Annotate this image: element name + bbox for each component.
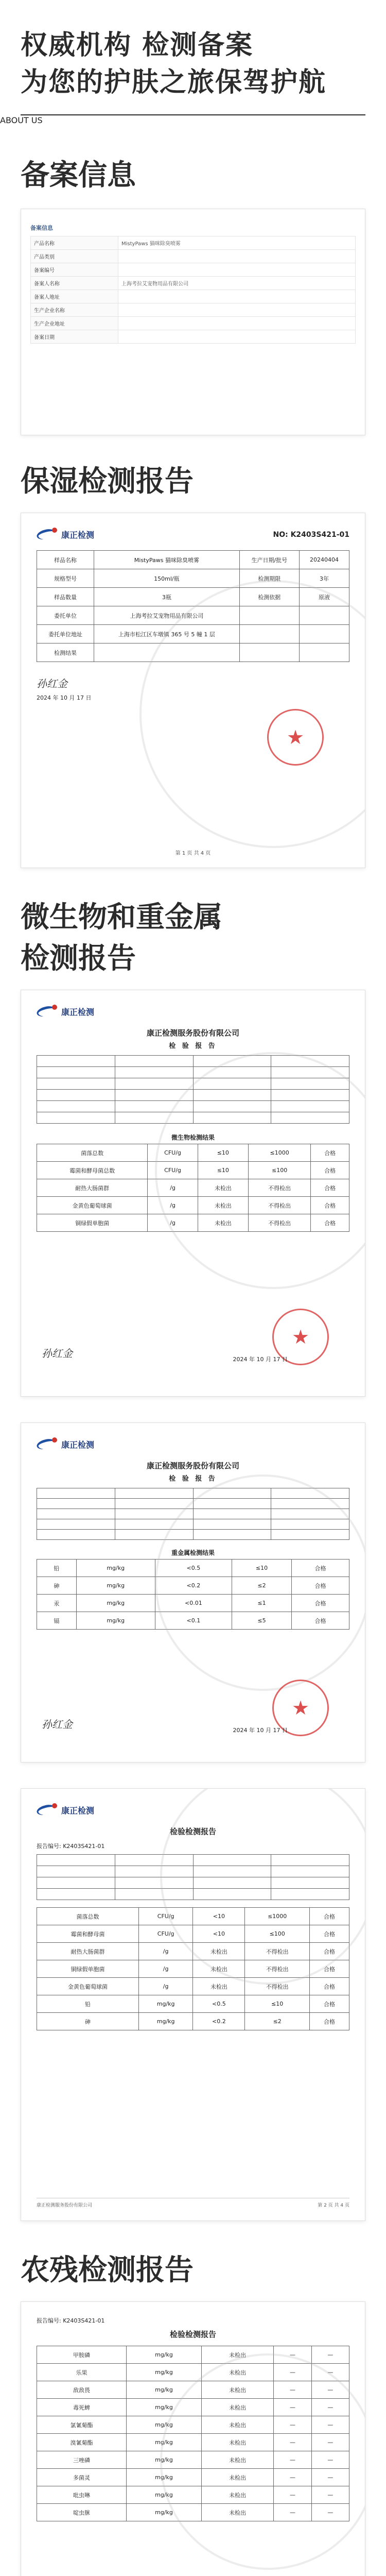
moisture-cell: 原液 — [299, 588, 349, 606]
pesticide-result-cell: — — [311, 2381, 349, 2399]
pesticide-result-cell: 敌敌畏 — [37, 2381, 127, 2399]
pesticide-result-row — [37, 2399, 349, 2416]
report-title: 检 验 报 告 — [169, 1042, 217, 1050]
filing-key: 备案人名称 — [31, 277, 118, 290]
combined-result-cell: ≤2 — [245, 2013, 309, 2030]
moisture-cell: 委托单位地址 — [37, 625, 94, 643]
section-title-filing: 备案信息 — [21, 159, 136, 192]
micro-info-table — [37, 1055, 349, 1124]
moisture-row — [37, 606, 349, 625]
combined-result-cell: 合格 — [309, 1960, 349, 1978]
combined-result-cell: 合格 — [309, 1908, 349, 1925]
section-title-micro-2: 检测报告 — [21, 942, 136, 975]
moisture-cell: 生产日期/批号 — [239, 551, 299, 569]
filing-row — [31, 236, 356, 250]
combined-result-cell: 耐热大肠菌群 — [37, 1943, 139, 1960]
combined-result-cell: 砷 — [37, 2013, 139, 2030]
lab-logo-text: 康正检测 — [61, 1805, 95, 1816]
results-header: 微生物检测结果 — [171, 1134, 215, 1141]
combined-result-cell: mg/kg — [139, 2013, 193, 2030]
micro-result-cell: 菌落总数 — [37, 1144, 148, 1162]
lab-logo-icon — [37, 1437, 57, 1451]
micro-result-cell: CFU/g — [148, 1144, 198, 1162]
lab-logo-icon — [37, 1803, 57, 1817]
heavy-result-cell: mg/kg — [76, 1577, 155, 1595]
heavy-info-table — [37, 1488, 349, 1540]
micro-report-card-3 — [21, 1788, 365, 2221]
pesticide-result-cell: — — [274, 2416, 311, 2434]
pesticide-result-cell: 毒死蜱 — [37, 2399, 127, 2416]
heavy-result-cell: <0.1 — [155, 1612, 232, 1630]
combined-result-cell: 金黄色葡萄球菌 — [37, 1978, 139, 1995]
pesticide-result-cell: 未检出 — [201, 2399, 273, 2416]
filing-value — [118, 317, 356, 330]
filing-value — [118, 303, 356, 317]
lab-footer — [37, 2198, 349, 2208]
combined-result-cell: /g — [139, 1960, 193, 1978]
signature-block — [42, 1716, 73, 1731]
filing-card-head: 备案信息 — [30, 225, 53, 231]
micro-result-cell: /g — [148, 1179, 198, 1197]
heavy-result-cell: 合格 — [291, 1595, 349, 1612]
pesticide-result-cell: mg/kg — [127, 2504, 202, 2521]
pesticide-result-cell: — — [274, 2364, 311, 2381]
lab-logo-text: 康正检测 — [61, 1439, 95, 1450]
combined-result-cell: 铜绿假单胞菌 — [37, 1960, 139, 1978]
hero-line-1: 权威机构 检测备案 — [21, 30, 254, 61]
combined-result-cell: mg/kg — [139, 1995, 193, 2013]
micro-result-cell: 霉菌和酵母菌总数 — [37, 1162, 148, 1179]
filing-row — [31, 250, 356, 263]
combined-result-cell: /g — [139, 1978, 193, 1995]
micro-result-cell: ≤100 — [248, 1162, 311, 1179]
micro-result-cell: 铜绿假单胞菌 — [37, 1214, 148, 1232]
hero-divider — [21, 114, 365, 115]
filing-row — [31, 263, 356, 277]
pesticide-result-cell: mg/kg — [127, 2434, 202, 2451]
hero-line-2: 为您的护肤之旅保驾护航 — [21, 67, 327, 98]
pesticide-result-cell: — — [274, 2451, 311, 2469]
heavy-result-row — [37, 1612, 349, 1630]
micro-result-cell: 合格 — [311, 1162, 349, 1179]
combined-result-cell: 不得检出 — [245, 1943, 309, 1960]
official-stamp — [267, 709, 324, 766]
pesticide-result-cell: mg/kg — [127, 2416, 202, 2434]
sample-info-table — [37, 1854, 349, 1900]
moisture-cell: 上海市松江区车墩镇 365 号 5 幢 1 层 — [94, 625, 240, 643]
moisture-cell: 规格型号 — [37, 569, 94, 588]
moisture-cell: 检测期限 — [239, 569, 299, 588]
pesticide-result-cell: — — [274, 2381, 311, 2399]
pesticide-result-cell: — — [274, 2434, 311, 2451]
micro-result-row — [37, 1214, 349, 1232]
micro-result-row — [37, 1179, 349, 1197]
heavy-result-row — [37, 1595, 349, 1612]
moisture-cell — [299, 643, 349, 662]
moisture-row — [37, 551, 349, 569]
heavy-result-cell: 汞 — [37, 1595, 77, 1612]
heavy-result-cell: ≤5 — [232, 1612, 292, 1630]
filing-key: 备案人地址 — [31, 290, 118, 303]
moisture-cell: 上海考拉艾宠物用品有限公司 — [94, 606, 240, 625]
report-date: 2024 年 10 月 17 日 — [37, 694, 92, 701]
heavy-result-cell: 合格 — [291, 1612, 349, 1630]
pesticide-result-cell: — — [311, 2399, 349, 2416]
signature-image: 孙红金 — [42, 1718, 73, 1731]
combined-result-cell: 合格 — [309, 1943, 349, 1960]
pesticide-result-cell: 未检出 — [201, 2469, 273, 2486]
combined-result-cell: CFU/g — [139, 1925, 193, 1943]
heavy-result-cell: ≤10 — [232, 1560, 292, 1577]
filing-row — [31, 303, 356, 317]
pesticide-result-cell: 未检出 — [201, 2416, 273, 2434]
pesticide-result-row — [37, 2364, 349, 2381]
heavy-result-cell: mg/kg — [76, 1612, 155, 1630]
combined-result-cell: 合格 — [309, 2013, 349, 2030]
micro-result-cell: 合格 — [311, 1214, 349, 1232]
hero — [0, 0, 386, 115]
pesticide-result-cell: 未检出 — [201, 2381, 273, 2399]
moisture-row — [37, 569, 349, 588]
combined-result-cell: 不得检出 — [245, 1960, 309, 1978]
pesticide-result-row — [37, 2346, 349, 2364]
combined-result-row — [37, 1995, 349, 2013]
micro-result-cell: 合格 — [311, 1144, 349, 1162]
combined-result-cell: <10 — [193, 1925, 245, 1943]
lab-logo-icon — [37, 1005, 57, 1018]
heavy-result-row — [37, 1577, 349, 1595]
moisture-cell: 150ml/瓶 — [94, 569, 240, 588]
micro-result-cell: /g — [148, 1197, 198, 1214]
moisture-table — [37, 550, 349, 662]
pesticide-result-cell: — — [311, 2469, 349, 2486]
moisture-cell — [94, 643, 240, 662]
micro-result-cell: 不得检出 — [248, 1214, 311, 1232]
signature-image: 孙红金 — [42, 1347, 73, 1360]
combined-result-cell: <0.2 — [193, 2013, 245, 2030]
report-number: 报告编号: K2403S421-01 — [37, 2317, 105, 2324]
lab-logo — [37, 1005, 349, 1018]
filing-row — [31, 277, 356, 290]
moisture-report-card — [21, 513, 365, 868]
pesticide-result-cell: mg/kg — [127, 2469, 202, 2486]
moisture-cell — [299, 606, 349, 625]
signature-block — [37, 675, 349, 702]
combined-result-cell: <10 — [193, 1908, 245, 1925]
combined-result-cell: ≤1000 — [245, 1908, 309, 1925]
pesticide-result-cell: mg/kg — [127, 2346, 202, 2364]
moisture-cell — [239, 643, 299, 662]
combined-result-row — [37, 2013, 349, 2030]
filing-value: MistyPaws 猫咪除臭喷雾 — [118, 236, 356, 250]
combined-result-cell: 霉菌和酵母菌 — [37, 1925, 139, 1943]
pesticide-result-row — [37, 2504, 349, 2521]
heavy-result-cell: <0.2 — [155, 1577, 232, 1595]
results-header: 重金属检测结果 — [171, 1549, 215, 1556]
moisture-row — [37, 588, 349, 606]
pesticide-result-cell: 未检出 — [201, 2364, 273, 2381]
pesticide-result-row — [37, 2486, 349, 2504]
moisture-cell: 委托单位 — [37, 606, 94, 625]
combined-result-cell: 未检出 — [193, 1960, 245, 1978]
micro-result-cell: 不得检出 — [248, 1197, 311, 1214]
pesticide-result-row — [37, 2381, 349, 2399]
pesticide-result-cell: — — [274, 2469, 311, 2486]
micro-result-cell: ≤1000 — [248, 1144, 311, 1162]
report-date: 2024 年 10 月 17 日 — [233, 1356, 288, 1363]
pesticide-result-cell: — — [311, 2434, 349, 2451]
heavy-result-cell: 合格 — [291, 1577, 349, 1595]
filing-key: 生产企业名称 — [31, 303, 118, 317]
combined-result-cell: 合格 — [309, 1978, 349, 1995]
lab-org-name: 康正检测服务股份有限公司 — [146, 1028, 239, 1038]
pesticide-result-cell: — — [274, 2486, 311, 2504]
pesticide-result-cell: 溴氰菊酯 — [37, 2434, 127, 2451]
micro-result-row — [37, 1162, 349, 1179]
combined-result-cell: ≤10 — [245, 1995, 309, 2013]
star-icon: ★ — [286, 726, 305, 749]
moisture-cell: 3年 — [299, 569, 349, 588]
pesticide-result-cell: mg/kg — [127, 2399, 202, 2416]
pesticide-result-cell: 三唑磷 — [37, 2451, 127, 2469]
micro-result-cell: 合格 — [311, 1179, 349, 1197]
moisture-cell — [299, 625, 349, 643]
micro-result-cell: /g — [148, 1214, 198, 1232]
pesticide-result-row — [37, 2451, 349, 2469]
lab-logo-icon — [37, 528, 57, 541]
filing-key: 备案日期 — [31, 330, 118, 344]
heavy-result-cell: <0.01 — [155, 1595, 232, 1612]
micro-result-row — [37, 1197, 349, 1214]
combined-result-row — [37, 1960, 349, 1978]
combined-result-row — [37, 1925, 349, 1943]
pesticide-result-row — [37, 2469, 349, 2486]
report-number: 报告编号: K2403S421-01 — [37, 1843, 105, 1850]
micro-result-cell: ≤10 — [198, 1162, 248, 1179]
filing-card — [21, 209, 365, 435]
combined-result-cell: 菌落总数 — [37, 1908, 139, 1925]
combined-result-cell: 未检出 — [193, 1978, 245, 1995]
lab-logo-text: 康正检测 — [61, 530, 95, 540]
moisture-cell: MistyPaws 猫咪除臭喷雾 — [94, 551, 240, 569]
moisture-row — [37, 643, 349, 662]
pesticide-result-cell: mg/kg — [127, 2451, 202, 2469]
report-title: 检验检测报告 — [169, 1827, 216, 1836]
moisture-cell: 检测结果 — [37, 643, 94, 662]
micro-result-row — [37, 1144, 349, 1162]
pesticide-result-cell: 未检出 — [201, 2434, 273, 2451]
pesticide-result-row — [37, 2416, 349, 2434]
filing-value — [118, 250, 356, 263]
heavy-result-cell: <0.5 — [155, 1560, 232, 1577]
about-us-label: ABOUT US — [0, 115, 43, 125]
pesticide-result-cell: 吡虫啉 — [37, 2486, 127, 2504]
footer-left: 康正检测服务股份有限公司 — [37, 2203, 93, 2208]
lab-logo-text: 康正检测 — [61, 1007, 95, 1017]
filing-value — [118, 330, 356, 344]
pesticide-result-cell: 乐果 — [37, 2364, 127, 2381]
filing-key: 备案编号 — [31, 263, 118, 277]
micro-result-cell: 合格 — [311, 1197, 349, 1214]
micro-result-cell: ≤10 — [198, 1144, 248, 1162]
filing-value — [118, 290, 356, 303]
pesticide-result-cell: — — [311, 2346, 349, 2364]
pesticide-results-table — [37, 2346, 349, 2521]
heavy-result-cell: 砷 — [37, 1577, 77, 1595]
pesticide-result-cell: — — [311, 2416, 349, 2434]
pesticide-result-cell: mg/kg — [127, 2364, 202, 2381]
report-title: 检 验 报 告 — [169, 1475, 217, 1483]
heavy-result-cell: mg/kg — [76, 1595, 155, 1612]
pesticide-result-cell: 未检出 — [201, 2504, 273, 2521]
signature-block — [42, 1345, 73, 1360]
pesticide-report-card — [21, 2301, 365, 2576]
pesticide-result-cell: — — [274, 2399, 311, 2416]
micro-result-cell: 未检出 — [198, 1197, 248, 1214]
filing-row — [31, 317, 356, 330]
heavy-result-cell: ≤1 — [232, 1595, 292, 1612]
pesticide-result-cell: 未检出 — [201, 2486, 273, 2504]
combined-result-cell: /g — [139, 1943, 193, 1960]
pesticide-result-cell: — — [311, 2451, 349, 2469]
micro-result-cell: 未检出 — [198, 1214, 248, 1232]
moisture-cell — [239, 625, 299, 643]
combined-result-cell: CFU/g — [139, 1908, 193, 1925]
filing-key: 产品名称 — [31, 236, 118, 250]
pesticide-result-cell: — — [274, 2346, 311, 2364]
pesticide-result-cell: mg/kg — [127, 2486, 202, 2504]
micro-result-cell: 金黄色葡萄球菌 — [37, 1197, 148, 1214]
filing-value: 上海考拉艾宠物用品有限公司 — [118, 277, 356, 290]
moisture-cell: 3瓶 — [94, 588, 240, 606]
heavy-result-cell: mg/kg — [76, 1560, 155, 1577]
combined-result-row — [37, 1908, 349, 1925]
combined-result-cell: 铅 — [37, 1995, 139, 2013]
heavy-result-cell: 铅 — [37, 1560, 77, 1577]
filing-key: 产品类别 — [31, 250, 118, 263]
report-title: 检验检测报告 — [169, 2330, 216, 2339]
combined-result-cell: 未检出 — [193, 1943, 245, 1960]
heavy-result-cell: 合格 — [291, 1560, 349, 1577]
pesticide-result-cell: 多菌灵 — [37, 2469, 127, 2486]
section-title-pesticide: 农残检测报告 — [21, 2253, 194, 2287]
pesticide-result-cell: 未检出 — [201, 2451, 273, 2469]
filing-value — [118, 263, 356, 277]
moisture-cell: 20240404 — [299, 551, 349, 569]
report-number: NO: K2403S421-01 — [273, 531, 349, 539]
footer-right: 第 2 页 共 4 页 — [318, 2203, 349, 2208]
pesticide-result-row — [37, 2434, 349, 2451]
combined-result-cell: 不得检出 — [245, 1978, 309, 1995]
pesticide-result-cell: — — [274, 2504, 311, 2521]
moisture-cell: 检测依据 — [239, 588, 299, 606]
page-number: 第 1 页 共 4 页 — [175, 851, 211, 856]
micro-report-card-2 — [21, 1422, 365, 1762]
combined-result-row — [37, 1943, 349, 1960]
micro-result-cell: 耐热大肠菌群 — [37, 1179, 148, 1197]
report-date: 2024 年 10 月 17 日 — [233, 1727, 288, 1734]
pesticide-result-cell: 氯氰菊酯 — [37, 2416, 127, 2434]
micro-result-cell: 未检出 — [198, 1179, 248, 1197]
star-icon: ★ — [291, 1697, 310, 1719]
combined-results-table — [37, 1907, 349, 2030]
moisture-cell: 样品名称 — [37, 551, 94, 569]
star-icon: ★ — [291, 1326, 310, 1348]
pesticide-result-cell: 啶虫脒 — [37, 2504, 127, 2521]
moisture-row — [37, 625, 349, 643]
pesticide-result-cell: 甲胺磷 — [37, 2346, 127, 2364]
section-title-micro-1: 微生物和重金属 — [21, 901, 222, 934]
combined-result-cell: ≤100 — [245, 1925, 309, 1943]
pesticide-result-cell: — — [311, 2364, 349, 2381]
combined-result-cell: 合格 — [309, 1995, 349, 2013]
filing-table — [30, 236, 356, 344]
pesticide-result-cell: — — [311, 2486, 349, 2504]
heavy-results-table — [37, 1559, 349, 1630]
heavy-result-cell: 镉 — [37, 1612, 77, 1630]
filing-row — [31, 290, 356, 303]
micro-result-cell: CFU/g — [148, 1162, 198, 1179]
lab-logo — [37, 1437, 349, 1451]
combined-result-cell: <0.5 — [193, 1995, 245, 2013]
micro-result-cell: 不得检出 — [248, 1179, 311, 1197]
lab-org-name: 康正检测服务股份有限公司 — [146, 1461, 239, 1470]
filing-key: 生产企业地址 — [31, 317, 118, 330]
heavy-result-cell: ≤2 — [232, 1577, 292, 1595]
pesticide-result-cell: 未检出 — [201, 2346, 273, 2364]
heavy-result-row — [37, 1560, 349, 1577]
micro-report-card-1 — [21, 990, 365, 1397]
pesticide-result-cell: mg/kg — [127, 2381, 202, 2399]
moisture-cell — [239, 606, 299, 625]
moisture-cell: 样品数量 — [37, 588, 94, 606]
micro-results-table — [37, 1144, 349, 1232]
section-title-moisture: 保湿检测报告 — [21, 465, 194, 498]
lab-logo — [37, 1803, 349, 1817]
signature-image: 孙红金 — [37, 677, 67, 690]
filing-row — [31, 330, 356, 344]
combined-result-cell: 合格 — [309, 1925, 349, 1943]
pesticide-result-cell: — — [311, 2504, 349, 2521]
combined-result-row — [37, 1978, 349, 1995]
